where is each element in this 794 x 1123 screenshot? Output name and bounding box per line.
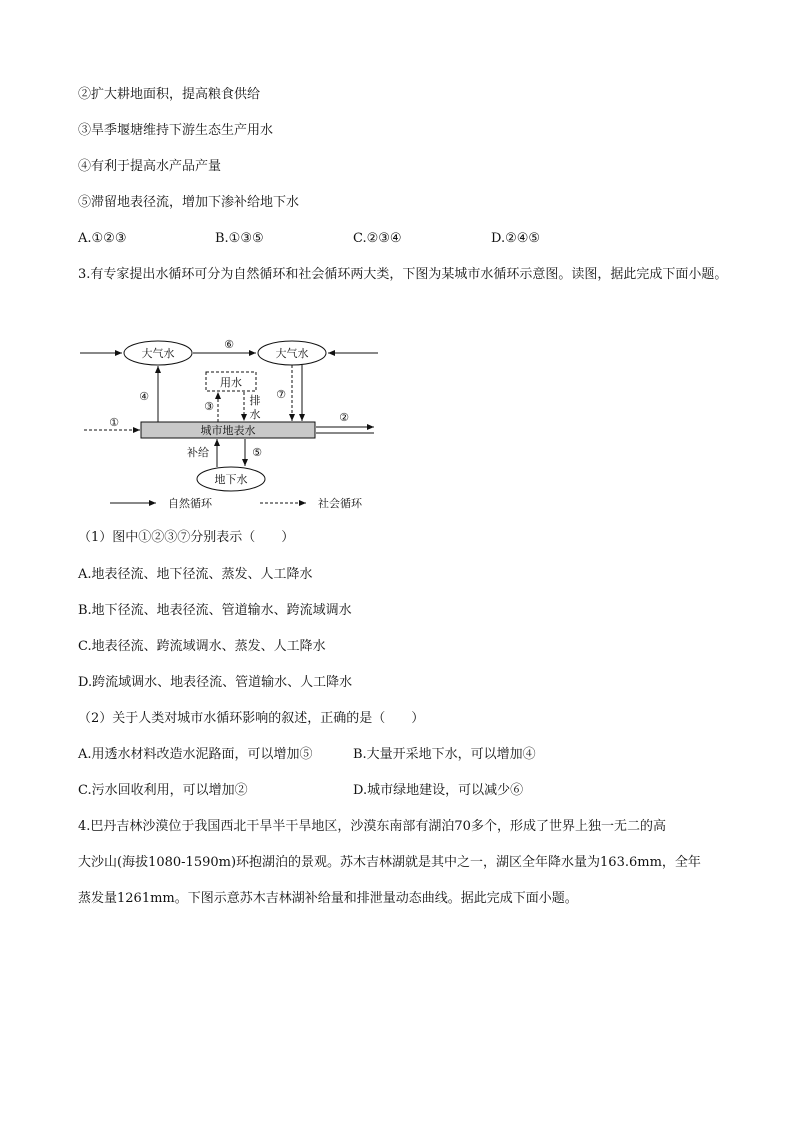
label-5: ⑤ [252,446,262,459]
option-2: ②扩大耕地面积，提高粮食供给 [78,87,261,102]
recharge-label: 补给 [187,446,209,459]
answer-d[interactable]: D.②④⑤ [491,231,541,246]
label-7: ⑦ [276,388,286,401]
answer-choices-q2 [78,229,718,249]
q3-sub1-option-c[interactable]: C.地表径流、跨流域调水、蒸发、人工降水 [78,639,326,654]
legend-natural-label: 自然循环 [168,497,212,510]
q3-sub2-option-a[interactable]: A.用透水材料改造水泥路面，可以增加⑤ [78,747,313,762]
water-use-label: 用水 [220,376,242,389]
q3-sub1-question: （1）图中①②③⑦分别表示（ ） [78,530,295,545]
q3-sub2-option-c[interactable]: C.污水回收利用，可以增加② [78,783,248,798]
answer-a[interactable]: A.①②③ [78,231,127,246]
q3-sub2-option-b[interactable]: B.大量开采地下水，可以增加④ [353,747,536,762]
legend-social-label: 社会循环 [318,497,362,510]
answer-b[interactable]: B.①③⑤ [215,231,264,246]
label-6: ⑥ [224,338,234,351]
water-cycle-diagram [74,332,384,512]
option-3: ③旱季堰塘维持下游生态生产用水 [78,123,274,138]
q3-sub2-row-2 [78,781,718,801]
atmosphere-right-label: 大气水 [275,347,309,360]
q4-stem-line-3: 蒸发量1261mm。下图示意苏木吉林湖补给量和排泄量动态曲线。据此完成下面小题。 [78,891,578,906]
q3-sub2-row-1 [78,745,718,765]
atmosphere-left-label: 大气水 [141,347,175,360]
q4-stem-line-2: 大沙山(海拔1080-1590m)环抱湖泊的景观。苏木吉林湖就是其中之一，湖区全年降水量为163.6mm，全年 [78,855,701,870]
option-5: ⑤滞留地表径流，增加下渗补给地下水 [78,195,300,210]
q3-sub1-option-a[interactable]: A.地表径流、地下径流、蒸发、人工降水 [78,567,313,582]
q3-sub2-question: （2）关于人类对城市水循环影响的叙述，正确的是（ ） [78,711,425,726]
q4-stem-line-1: 4.巴丹吉林沙漠位于我国西北干旱半干旱地区，沙漠东南部有湖泊70多个，形成了世界上独一无二的高 [78,819,666,834]
option-4: ④有利于提高水产品产量 [78,159,222,174]
label-4: ④ [139,390,149,403]
groundwater-label: 地下水 [214,473,248,486]
drainage-label-1: 排 [249,394,261,407]
question-3-stem: 3.有专家提出水循环可分为自然循环和社会循环两大类，下图为某城市水循环示意图。读图，据此完成下面小题。 [78,267,728,282]
label-2: ② [339,411,349,424]
label-1: ① [109,416,119,429]
drainage-label-2: 水 [249,408,261,421]
q3-sub1-option-d[interactable]: D.跨流域调水、地表径流、管道输水、人工降水 [78,675,353,690]
q3-sub1-option-b[interactable]: B.地下径流、地表径流、管道输水、跨流域调水 [78,603,352,618]
answer-c[interactable]: C.②③④ [353,231,402,246]
q3-sub2-option-d[interactable]: D.城市绿地建设，可以减少⑥ [353,783,524,798]
urban-surface-water-label: 城市地表水 [200,424,256,437]
label-3: ③ [204,400,214,413]
